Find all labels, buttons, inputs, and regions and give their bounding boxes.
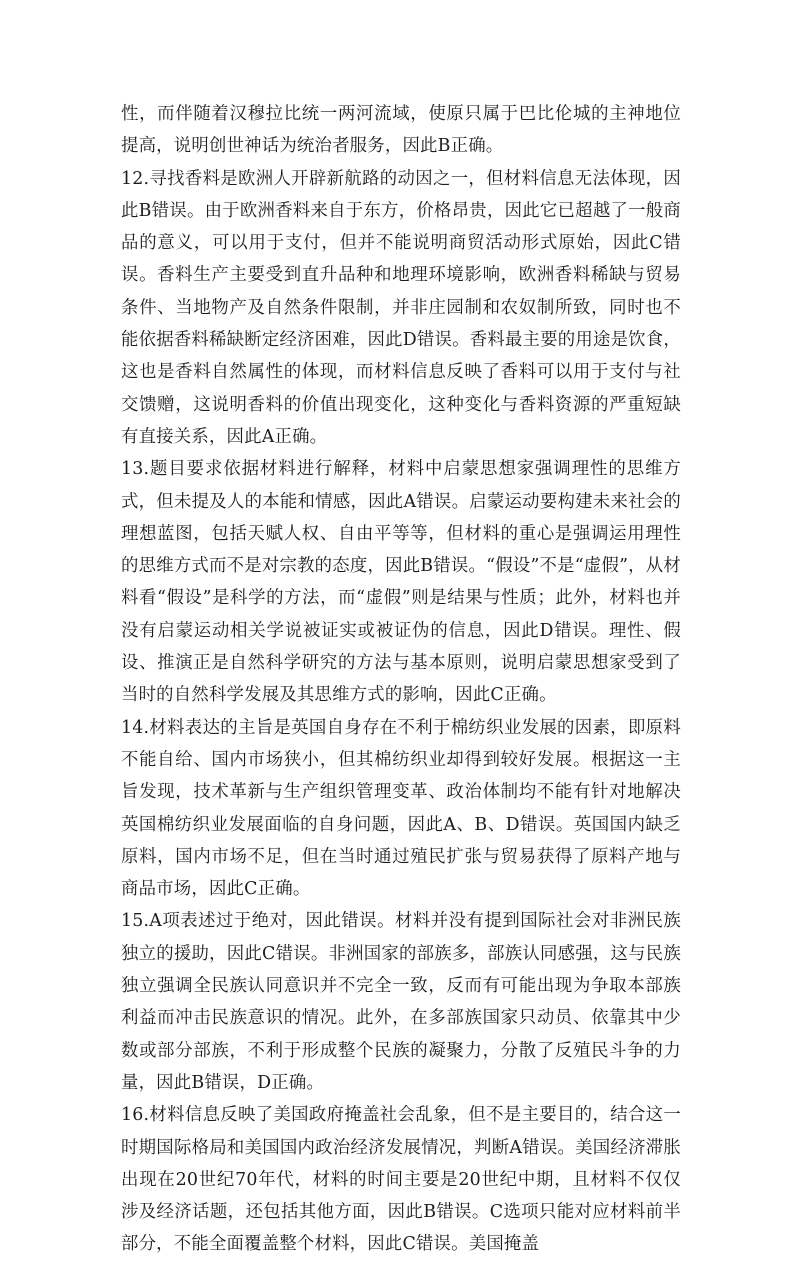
paragraph-13: 13.题目要求依据材料进行解释，材料中启蒙思想家强调理性的思维方式，但未提及人的本能和情感，因此A错误。启蒙运动要构建未来社会的理想蓝图，包括天赋人权、自由平等等，但材料的重心是强调运用理性的思维方式而不是对宗教的态度，因此B错误。“假设”不是“虚假”，从材料看“假设”是科学的方法，而“虚假”则是结果与性质；此外，材料也并没有启蒙运动相关学说被证实或被证伪的信息，因此D错误。理性、假设、推演正是自然科学研究的方法与基本原则，说明启蒙思想家受到了当时的自然科学发展及其思维方式的影响，因此C正确。 bbox=[121, 459, 681, 706]
paragraph-12: 12.寻找香料是欧洲人开辟新航路的动因之一，但材料信息无法体现，因此B错误。由于欧洲香料来自于东方，价格昂贵，因此它已超越了一般商品的意义，可以用于支付，但并不能说明商贸活动形式原始，因此C错误。香料生产主要受到直升品种和地理环境影响，欧洲香料稀缺与贸易条件、当地物产及自然条件限制，并非庄园制和农奴制所致，同时也不能依据香料稀缺断定经济困难，因此D错误。香料最主要的用途是饮食，这也是香料自然属性的体现，而材料信息反映了香料可以用于支付与社交馈赠，这说明香料的价值出现变化，这种变化与香料资源的严重短缺有直接关系，因此A正确。 bbox=[121, 168, 681, 447]
paragraph-16: 16.材料信息反映了美国政府掩盖社会乱象，但不是主要目的，结合这一时期国际格局和美国国内政治经济发展情况，判断A错误。美国经济滞胀出现在20世纪70年代，材料的时间主要是20世纪中期，且材料不仅仅涉及经济话题，还包括其他方面，因此B错误。C选项只能对应材料前半部分，不能全面覆盖整个材料，因此C错误。美国掩盖 bbox=[121, 1105, 681, 1255]
paragraph-11-continued: 性，而伴随着汉穆拉比统一两河流域，使原只属于巴比伦城的主神地位提高，说明创世神话为统治者服务，因此B正确。 bbox=[121, 104, 681, 157]
paragraph-14: 14.材料表达的主旨是英国自身存在不利于棉纺织业发展的因素，即原料不能自给、国内市场狭小，但其棉纺织业却得到较好发展。根据这一主旨发现，技术革新与生产组织管理变革、政治体制均不能有针对地解决英国棉纺织业发展面临的自身问题，因此A、B、D错误。英国国内缺乏原料，国内市场不足，但在当时通过殖民扩张与贸易获得了原料产地与商品市场，因此C正确。 bbox=[121, 717, 681, 900]
paragraph-15: 15.A项表述过于绝对，因此错误。材料并没有提到国际社会对非洲民族独立的援助，因此C错误。非洲国家的部族多，部族认同感强，这与民族独立强调全民族认同意识并不完全一致，反而有可能出现为争取本部族利益而冲击民族意识的情况。此外，在多部族国家只动员、依靠其中少数或部分部族，不利于形成整个民族的凝聚力，分散了反殖民斗争的力量，因此B错误，D正确。 bbox=[121, 911, 681, 1093]
answer-explanations bbox=[121, 98, 681, 1261]
